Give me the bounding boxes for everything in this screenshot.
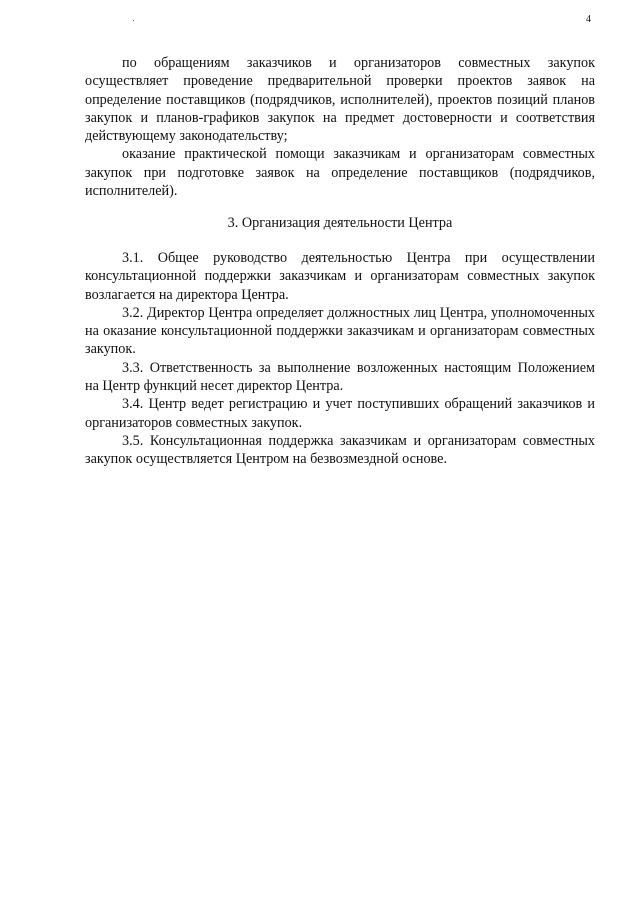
page-number: 4 [586,14,591,25]
section-heading: 3. Организация деятельности Центра [227,215,453,231]
paragraph-duty-verification: по обращениям заказчиков и организаторов совместных закупок осуществляет проведение предварительной проверки проектов заявок на определение поставщиков (подрядчиков, исполнителей), проектов позиций планов закупок и планов-графиков закупок на предмет достоверности и соответствия действующему законодательству; [85,55,595,145]
scan-artifact-dot [133,20,134,21]
section-item-3-5: 3.5. Консультационная поддержка заказчикам и организаторам совместных закупок осуществляется Центром на безвозмездной основе. [85,432,595,468]
section-items [85,239,595,469]
section-item-3-1: 3.1. Общее руководство деятельностью Центра при осуществлении консультационной поддержки заказчикам и организаторам совместных закупок возлагается на директора Центра. [85,250,595,303]
section-item-3-4: 3.4. Центр ведет регистрацию и учет поступивших обращений заказчиков и организаторов совместных закупок. [85,396,595,431]
section-item-3-3: 3.3. Ответственность за выполнение возложенных настоящим Положением на Центр функций несет директор Центра. [85,359,595,395]
intro-text [85,54,595,200]
section-item-3-2: 3.2. Директор Центра определяет должностных лиц Центра, уполномоченных на оказание консультационной поддержки заказчикам и организаторам совместных закупок. [85,304,595,358]
paragraph-duty-assistance: оказание практической помощи заказчикам и организаторам совместных закупок при подготовке заявок на определение поставщиков (подрядчиков, исполнителей). [85,146,595,200]
